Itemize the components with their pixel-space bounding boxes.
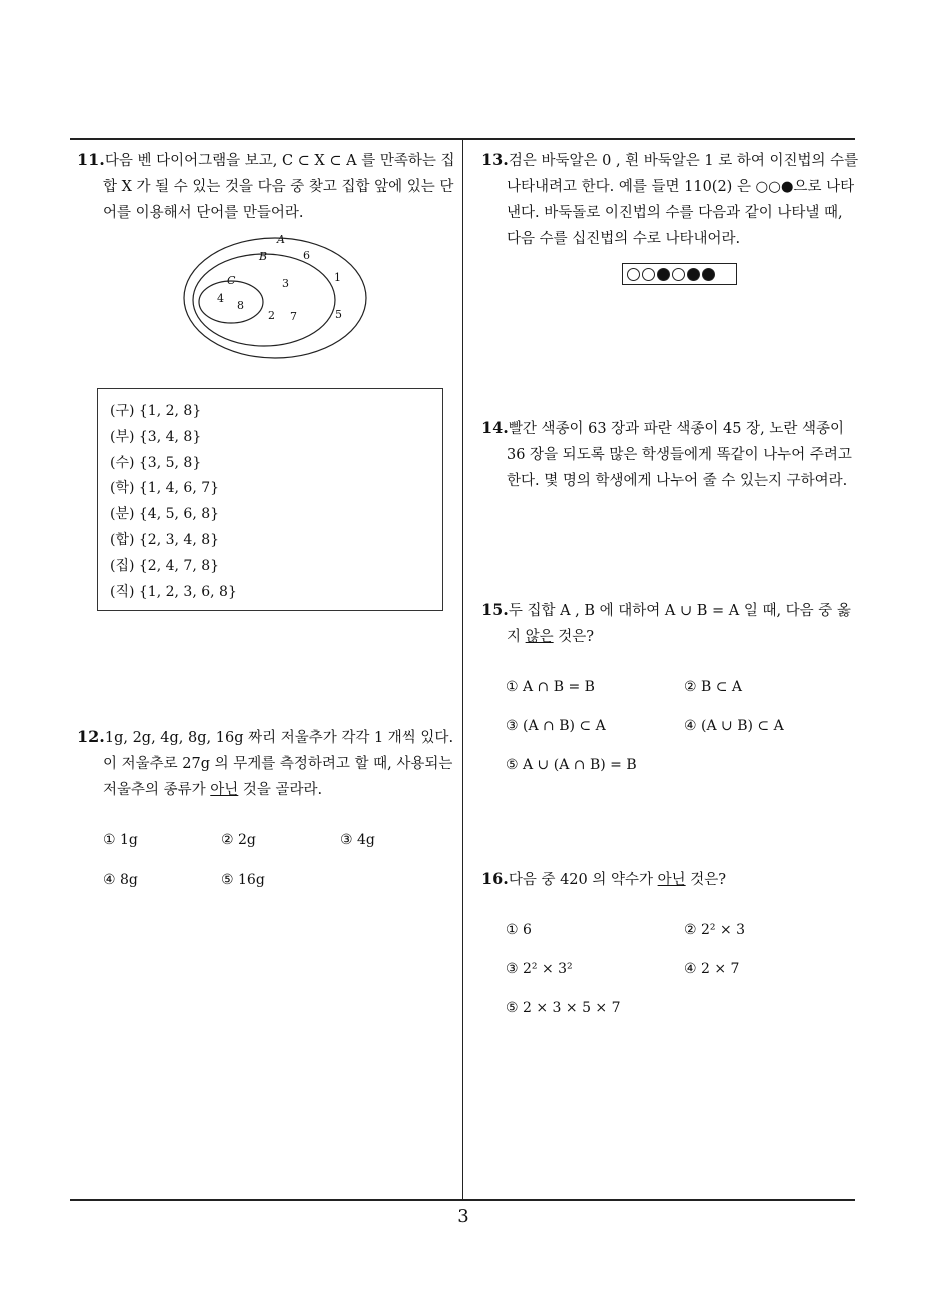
go-stones-row	[622, 263, 737, 285]
set-a-ellipse	[184, 238, 366, 358]
option-5[interactable]: ⑤ 16g	[221, 872, 265, 888]
number-5: 5	[335, 308, 342, 321]
question-body: 빨간 색종이 63 장과 파란 색종이 45 장, 노란 색종이 36 장을 되도록 많은 학생들에게 똑같이 나누어 주려고 한다. 몇 명의 학생에게 나누어 줄 수 있는지 구하여라.	[507, 421, 852, 489]
column-divider	[462, 139, 463, 1201]
question-number: 14.	[481, 418, 509, 437]
set-choice: (학) {1, 4, 6, 7}	[110, 480, 220, 497]
question-body: 다음 벤 다이어그램을 보고, C ⊂ X ⊂ A 를 만족하는 집합 X 가 될 수 있는 것을 다음 중 찾고 집합 앞에 있는 단어를 이용해서 단어를 만들어라.	[103, 153, 455, 221]
white-stone-icon	[672, 268, 685, 281]
black-stone-icon	[702, 268, 715, 281]
option-2[interactable]: ② B ⊂ A	[684, 679, 743, 695]
question-11	[77, 147, 457, 226]
option-5[interactable]: ⑤ 2 × 3 × 5 × 7	[506, 1000, 621, 1016]
question-15-text	[481, 597, 861, 650]
option-1[interactable]: ① A ∩ B = B	[506, 679, 595, 695]
question-body-end: 것을 골라라.	[238, 782, 323, 798]
option-2[interactable]: ② 2² × 3	[684, 922, 746, 938]
page-number: 3	[457, 1206, 469, 1227]
set-choice: (분) {4, 5, 6, 8}	[110, 506, 220, 523]
bottom-rule	[70, 1199, 855, 1201]
option-2[interactable]: ② 2g	[221, 832, 256, 848]
set-choice: (구) {1, 2, 8}	[110, 403, 202, 419]
question-12-text	[77, 724, 457, 803]
set-choice: (부) {3, 4, 8}	[110, 428, 202, 445]
number-2: 2	[268, 309, 275, 322]
question-number: 15.	[481, 600, 509, 619]
set-choice: (직) {1, 2, 3, 6, 8}	[110, 583, 237, 600]
black-stone-icon	[687, 268, 700, 281]
white-stone-icon	[642, 268, 655, 281]
label-a: A	[277, 233, 285, 246]
number-1: 1	[334, 271, 341, 284]
option-3[interactable]: ③ (A ∩ B) ⊂ A	[506, 718, 606, 734]
underlined-word: 아닌	[210, 782, 239, 798]
option-3[interactable]: ③ 2² × 3²	[506, 961, 573, 977]
number-4: 4	[217, 292, 224, 305]
question-body: 두 집합 A , B 에 대하여 A ∪ B = A 일 때, 다음 중 옳지	[507, 603, 851, 645]
question-body: 검은 바둑알은 0 , 흰 바둑알은 1 로 하여 이진법의 수를 나타내려고 한다. 예를 들면 110(2) 은 ○○●으로 나타낸다. 바둑돌로 이진법의 수를 다음과 같이 나타낼 때, 다음 수를 십진법의 수로 나타내어라.	[507, 153, 859, 247]
option-1[interactable]: ① 1g	[103, 832, 138, 848]
option-3[interactable]: ③ 4g	[340, 832, 375, 848]
label-c: C	[227, 274, 236, 287]
question-16-text	[481, 866, 861, 893]
option-4[interactable]: ④ 8g	[103, 872, 138, 888]
question-number: 13.	[481, 150, 509, 169]
question-number: 16.	[481, 869, 509, 888]
underlined-word: 아닌	[657, 872, 686, 888]
question-12	[77, 724, 457, 803]
question-body: 1g, 2g, 4g, 8g, 16g 짜리 저울추가 각각 1 개씩 있다. 이 저울추로 27g 의 무게를 측정하려고 할 때, 사용되는 저울추의 종류가	[103, 730, 454, 798]
set-choice: (집) {2, 4, 7, 8}	[110, 557, 220, 574]
label-b: B	[259, 250, 268, 263]
number-7: 7	[290, 310, 297, 323]
set-choices-box	[97, 388, 443, 611]
white-stone-icon	[627, 268, 640, 281]
question-number: 12.	[77, 727, 105, 746]
set-choice: (수) {3, 5, 8}	[110, 454, 202, 471]
number-3: 3	[282, 277, 289, 290]
number-6: 6	[303, 249, 310, 262]
underlined-word: 않은	[525, 629, 554, 645]
set-c-ellipse	[199, 281, 263, 323]
option-4[interactable]: ④ (A ∪ B) ⊂ A	[684, 718, 784, 734]
question-14	[481, 415, 861, 494]
number-8: 8	[237, 299, 244, 312]
black-stone-icon	[657, 268, 670, 281]
venn-diagram	[180, 232, 372, 364]
question-body-end: 것은?	[685, 872, 727, 888]
question-number: 11.	[77, 150, 105, 169]
option-5[interactable]: ⑤ A ∪ (A ∩ B) = B	[506, 757, 637, 773]
question-16	[481, 866, 861, 893]
question-15	[481, 597, 861, 650]
option-4[interactable]: ④ 2 × 7	[684, 961, 740, 977]
set-choice: (합) {2, 3, 4, 8}	[110, 531, 220, 548]
question-13	[481, 147, 861, 252]
option-1[interactable]: ① 6	[506, 922, 532, 938]
set-b-ellipse	[193, 254, 335, 346]
question-14-text	[481, 415, 861, 494]
question-body: 다음 중 420 의 약수가	[508, 872, 658, 888]
question-11-text	[77, 147, 457, 226]
question-13-text	[481, 147, 861, 252]
question-body-end: 것은?	[553, 629, 595, 645]
